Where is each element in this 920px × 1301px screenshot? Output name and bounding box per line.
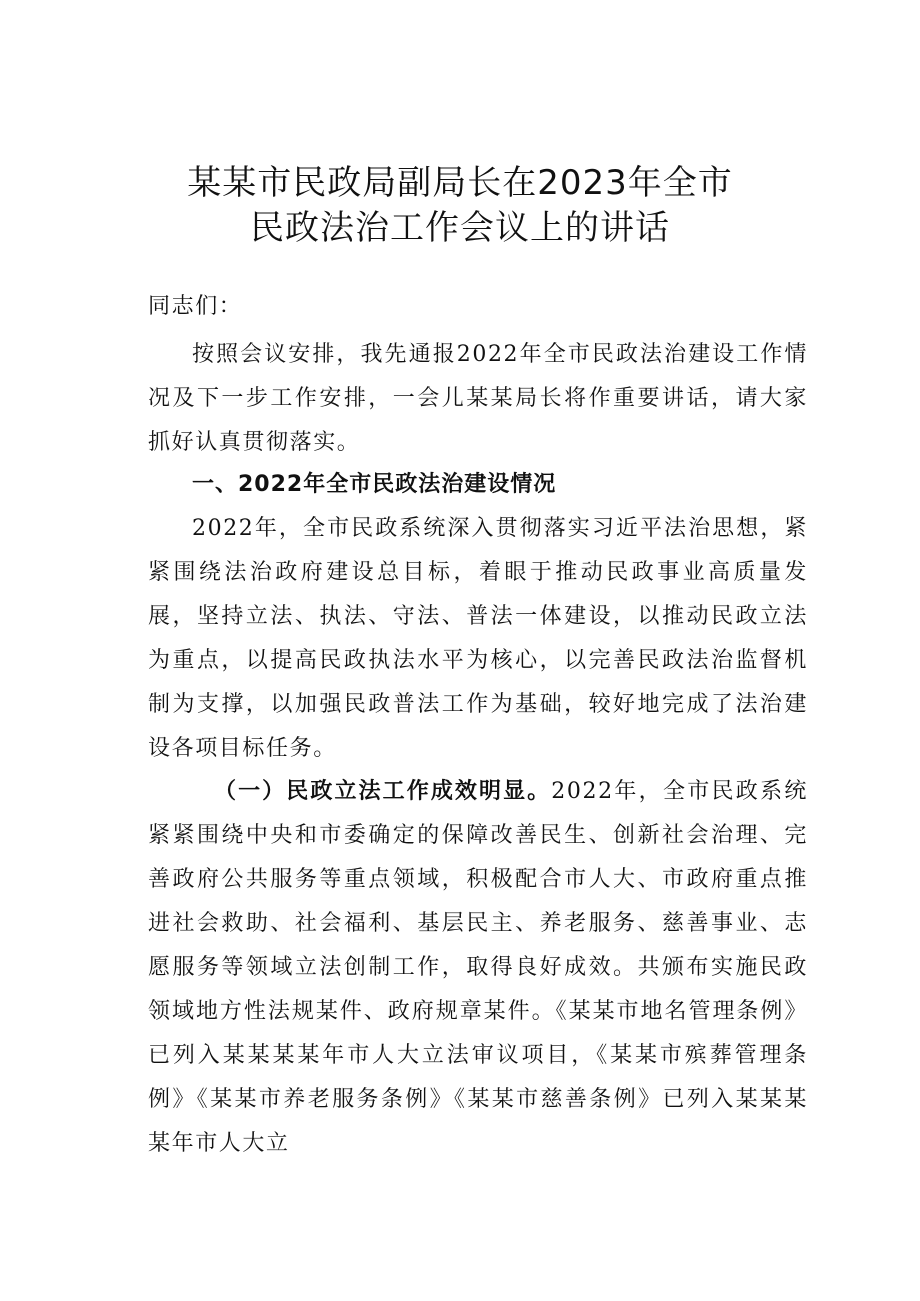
paragraph-intro: 按照会议安排，我先通报2022年全市民政法治建设工作情况及下一步工作安排，一会儿某某局长将作重要讲话，请大家抓好认真贯彻落实。 [148,342,808,455]
document-title-line-1: 某某市民政局副局长在2023年全市 [187,163,733,203]
paragraph-legislation-body: 2022年，全市民政系统紧紧围绕中央和市委确定的保障改善民生、创新社会治理、完善政府公共服务等重点领域，积极配合市人大、市政府重点推进社会救助、社会福利、基层民主、养老服务、慈善事业、志愿服务等领域立法创制工作，取得良好成效。共颁布实施民政领域地方性法规某件、政府规章某件。《某某市地名管理条例》已列入某某某某年市人大立法审议项目，《某某市殡葬管理条例》《某某市养老服务条例》《某某市慈善条例》已列入某某某某年市人大立 [148,779,808,1156]
paragraph-overview: 2022年，全市民政系统深入贯彻落实习近平法治思想，紧紧围绕法治政府建设总目标，着眼于推动民政事业高质量发展，坚持立法、执法、守法、普法一体建设，以推动民政立法为重点，以提高民政执法水平为核心，以完善民政法治监督机制为支撑，以加强民政普法工作为基础，较好地完成了法治建设各项目标任务。 [148,516,808,761]
salutation: 同志们： [148,294,243,319]
section-heading-1: 一、2022年全市民政法治建设情况 [192,472,557,497]
paragraph-legislation [148,770,808,1166]
subheading-legislation: （一）民政立法工作成效明显。 [214,779,552,804]
document-title-line-2: 民政法治工作会议上的讲话 [250,208,670,248]
